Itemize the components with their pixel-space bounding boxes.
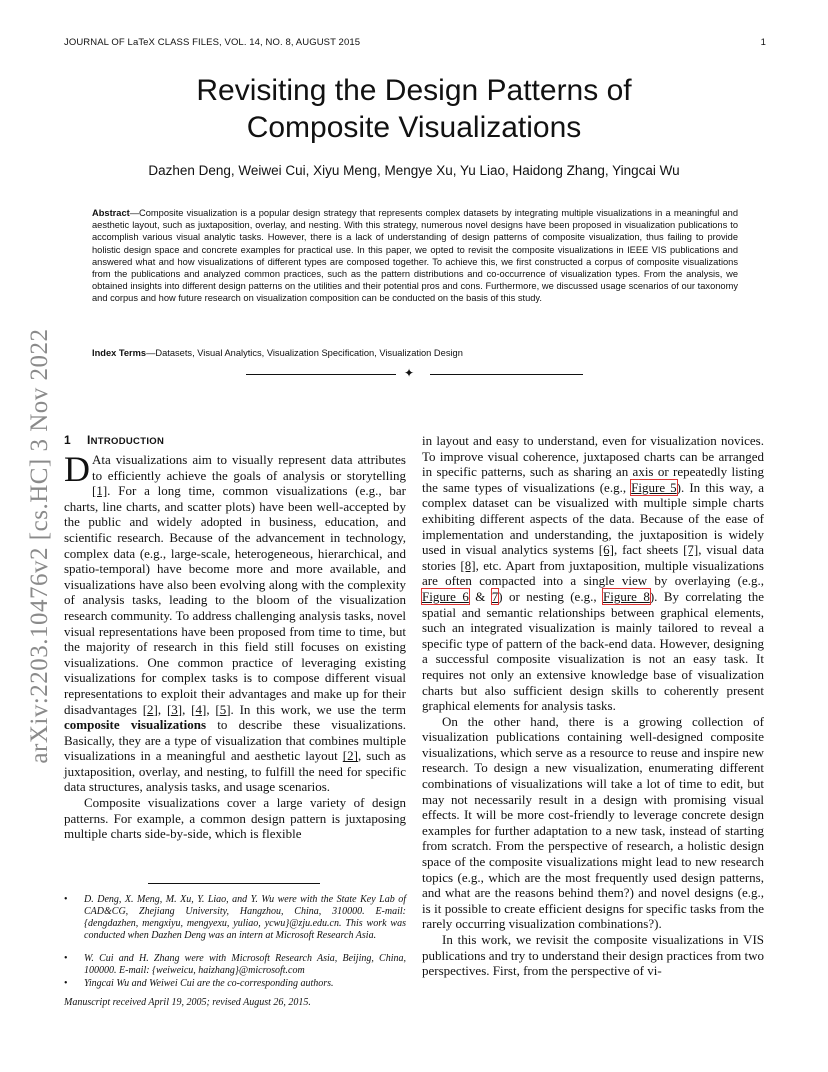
intro-text: . For a long time, common visualizations (e.g., bar charts, line charts, and scatter plots) have been well-accepted by the public and widely adopted in business, education, and scientific research. Because of the advancement in technology, complex data (e.g., large-scale, heterogeneous, hierarchical, and spatio-temporal) have become more and more available, and visualizations have also been evolving along with the complexity of analysis tasks, leading to the bloom of the visualization research community. To address challenging analysis tasks, novel visual representations have been proposed from time to time, but the majority of research in this field still focuses on existing visualizations. One common practice of leveraging existing visualizations for complex tasks is to compose different visual representations to exploit their advantages and make up for their disadvantages [64, 483, 406, 717]
citation-link[interactable]: [6] [598, 542, 614, 558]
journal-name: JOURNAL OF LaTeX CLASS FILES, VOL. 14, NO. 8, AUGUST 2015 [64, 37, 361, 48]
page-number: 1 [760, 37, 766, 48]
citation-link[interactable]: [4] [191, 701, 207, 717]
bullet-icon: • [64, 953, 68, 964]
intro-text: , visual data stories [422, 542, 764, 573]
footnote-3 [64, 978, 406, 990]
citation-link[interactable]: [3] [166, 701, 183, 717]
figure-link[interactable]: 7 [491, 588, 499, 604]
index-terms [92, 348, 738, 358]
right-column [422, 433, 764, 979]
intro-text: Ata visualizations aim to visually represent data attributes to efficiently achieve the goals of analysis or storytelling [92, 452, 406, 483]
separator-line-left [246, 374, 396, 375]
section-separator [246, 368, 583, 380]
intro-paragraph-5: In this work, we revisit the composite visualizations in VIS publications and try to understand their design practices from two perspectives. First, from the perspective of vi- [422, 932, 764, 979]
intro-text: , such as juxtaposition, overlay, and nesting, to fulfill the need for specific data structures, analysis tasks, and usage scenarios. [64, 748, 406, 795]
citation-link[interactable]: [7] [683, 542, 699, 558]
running-header [64, 37, 766, 48]
bullet-icon: • [64, 894, 68, 905]
citation-link[interactable]: [2] [342, 748, 358, 764]
intro-text: ). By correlating the spatial and semantic relationships between graphical elements, such an integrated visualization is mainly tailored to reveal a specific type of pattern of the back-end data. However, designing a successful composite visualization is not an easy task. It requires not only an extensive knowledge base of visualization charts but also sufficient design skills to coherently present graphical elements for analysis tasks. [422, 588, 764, 714]
intro-text: in layout and easy to understand, even for visualization novices. To improve visual coherence, juxtaposed charts can be arranged in specific patterns, such as sharing an axis or repeatedly listing the same types of visualizations (e.g., [422, 433, 764, 495]
footnote-1 [64, 894, 406, 942]
figure-link[interactable]: Figure 6 [422, 588, 469, 604]
footnote-2 [64, 953, 406, 977]
figure-link[interactable]: Figure 5 [631, 479, 677, 495]
drop-cap: D [64, 449, 90, 489]
paper-title [64, 72, 764, 146]
footnote-rule [148, 883, 320, 884]
intro-paragraph-2: Composite visualizations cover a large variety of design patterns. For example, a common design pattern is juxtaposing multiple charts side-by-side, which is flexible [64, 795, 406, 842]
key-term: composite visualizations [64, 717, 207, 733]
intro-paragraph-4: On the other hand, there is a growing collection of visualization publications containing well-designed composite visualizations, which serve as a resource to reuse and inspire new research. To design a new visualization, enumerating different combinations of visualizations will take a lot of time to edit, but may not necessarily result in a design with promising visual effects. It will be more cost-friendly to leverage concrete design examples for further adaptation to a new task, instead of starting from scratch. From the perspective of research, a holistic design space of the composite visualizations might lead to new research topics (e.g., which are the most frequently used design patterns, and what are the reasons behind them?) and novel designs (e.g., is it possible to create efficient designs for specific tasks from the rarely occurring visualization combinations?). [422, 713, 764, 932]
intro-text: ) or nesting (e.g., [498, 588, 603, 604]
citation-link[interactable]: [1] [92, 483, 108, 499]
diamond-star-icon: ✦ [404, 366, 415, 380]
intro-text: to describe these visualizations. Basically, they are a type of visualization that combines multiple visualizations in a meaningful and aesthetic layout [64, 717, 406, 764]
section-heading [64, 433, 164, 447]
index-terms-text: —Datasets, Visual Analytics, Visualization Specification, Visualization Design [146, 348, 463, 358]
footnote-text: D. Deng, X. Meng, M. Xu, Y. Liao, and Y. Wu were with the State Key Lab of CAD&CG, Zhejiang University, Hangzhou, China, 310000. E-mail: {dengdazhen, mengxiyu, mengyexu, yuliao, ycwu}@zju.edu.cn. This work was conducted when Dazhen Deng was an intern at Microsoft Research Asia. [84, 894, 406, 941]
intro-paragraph-1: D Ata visualizations aim to visually represent data attributes to efficiently achieve the goals of analysis or storytelling [1]. For a long time, common visualizations (e.g., bar charts, line charts, and scatter plots) have been well-accepted by the public and widely adopted in business, education, and scientific research. Because of the advancement in technology, complex data (e.g., large-scale, heterogeneous, hierarchical, and spatio-temporal) have become more and more available, and visualizations have also been evolving along with the complexity of analysis tasks, leading to the bloom of the visualization research community. To address challenging analysis tasks, novel visual representations have been proposed from time to time, but the majority of research in this field still focuses on existing visualizations. One common practice of leveraging existing visualizations for complex tasks is to compose different visual representations to exploit their advantages and make up for their disadvantages [2], [3], [4], [5]. In this work, we use the term composite visualizations to describe these visualizations. Basically, they are a type of visualization that combines multiple visualizations in a meaningful and aesthetic layout [2], such as juxtaposition, overlay, and nesting, to fulfill the need for specific data structures, analysis tasks, and usage scenarios. [64, 449, 407, 795]
abstract-label: Abstract [92, 208, 130, 218]
intro-text: & [468, 588, 492, 604]
separator-line-right [430, 374, 583, 375]
section-title: INTRODUCTION [86, 433, 165, 447]
intro-paragraph-3 [422, 433, 764, 714]
bullet-icon: • [64, 978, 68, 989]
abstract-text: —Composite visualization is a popular design strategy that represents complex datasets by integrating multiple visualizations in a meaningful and aesthetic layout, such as juxtaposition, overlay, and nesting. With this strategy, numerous novel designs have been proposed in visualization publications to accomplish various visual analytic tasks. However, there is a lack of understanding of design patterns of composite visualization, thus failing to provide holistic design space and concrete examples for practical use. In this paper, we opted to revisit the composite visualizations in IEEE VIS publications and answered what and how visualizations of different types are composed together. To achieve this, we first constructed a corpus of composite visualizations from the publications and analyzed common practices, such as the pattern distributions and co-occurrence of visualization types. From the analysis, we obtained insights into different design patterns on the utilities and their potential pros and cons. Furthermore, we discussed usage scenarios of our taxonomy and corpus and how future research on visualization composition can be conducted on the basis of this study. [92, 208, 738, 304]
intro-text: . In this work, we use the term [230, 701, 407, 717]
left-column [64, 449, 407, 842]
footnote-text: W. Cui and H. Zhang were with Microsoft Research Asia, Beijing, China, 100000. E-mail: {weiweicu, haizhang}@microsoft.com [84, 953, 406, 976]
footnote-text: Yingcai Wu and Weiwei Cui are the co-corresponding authors. [84, 978, 334, 989]
intro-text: ). In this way, a complex dataset can be visualized with multiple simple charts exhibiting different aspects of the data. Because of the ease of implementation and understanding, the juxtaposition is widely used in visual analytics systems [422, 479, 764, 558]
section-number: 1 [64, 433, 71, 447]
citation-link[interactable]: [8] [460, 557, 476, 573]
author-list: Dazhen Deng, Weiwei Cui, Xiyu Meng, Mengye Xu, Yu Liao, Haidong Zhang, Yingcai Wu [148, 163, 680, 178]
citation-link[interactable]: [2] [142, 701, 158, 717]
title-line-2: Composite Visualizations [246, 111, 582, 144]
arxiv-stamp: arXiv:2203.10476v2 [cs.HC] 3 Nov 2022 [26, 328, 53, 764]
index-terms-label: Index Terms [92, 348, 147, 358]
title-line-1: Revisiting the Design Patterns of [196, 74, 632, 107]
citation-link[interactable]: [5] [215, 701, 231, 717]
intro-text: , etc. Apart from juxtaposition, multiple visualizations are often compacted into a single view by overlaying (e.g., [422, 557, 764, 589]
figure-link[interactable]: Figure 8 [602, 588, 650, 604]
intro-text: , fact sheets [613, 542, 684, 558]
manuscript-note: Manuscript received April 19, 2005; revised August 26, 2015. [64, 997, 311, 1008]
abstract [92, 207, 738, 305]
